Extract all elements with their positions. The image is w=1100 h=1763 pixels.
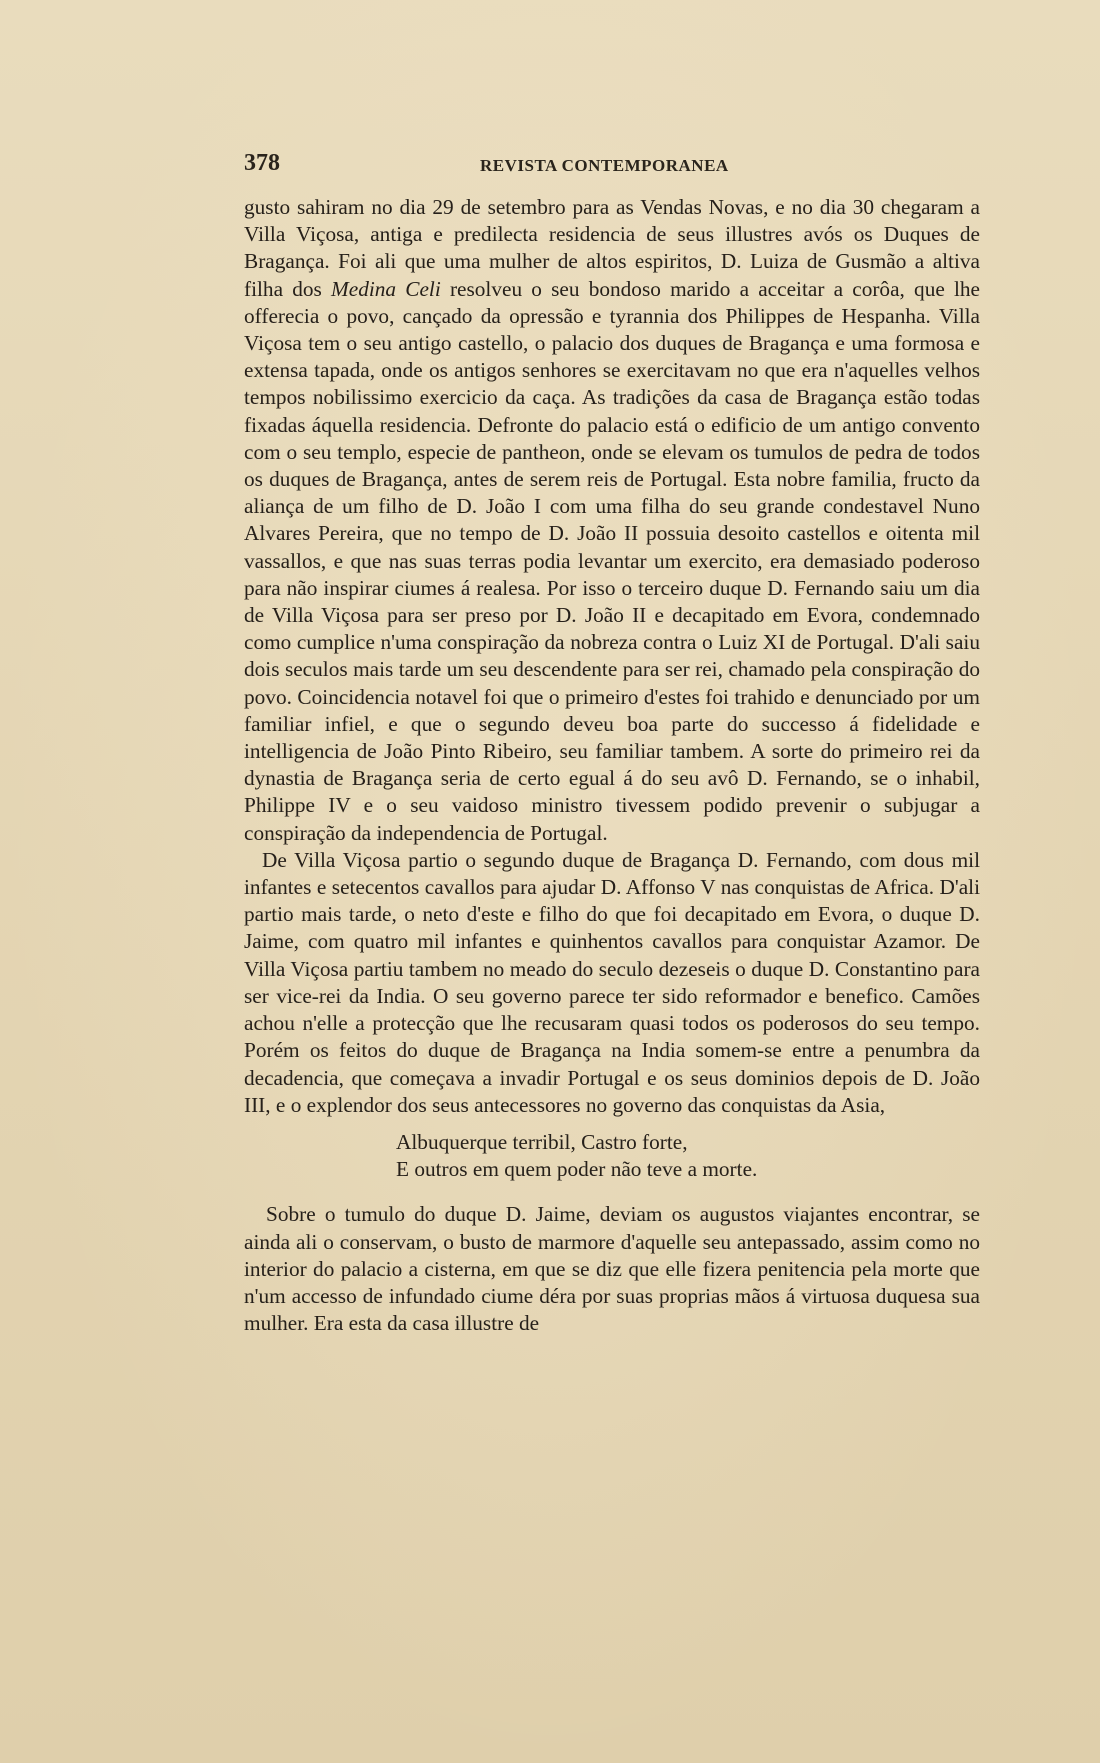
paragraph-3: Sobre o tumulo do duque D. Jaime, deviam os augustos viajantes encontrar, se ainda ali o conservam, o busto de marmore d'aquelle seu antepassado, assim como no interior do palacio a cisterna, em que se diz que elle fizera penitencia pela morte que n'um accesso de infundado ciume déra por suas proprias mãos á virtuosa duquesa sua mulher. Era esta da casa illustre de [244,1202,980,1336]
verse-line-1: Albuquerque terribil, Castro forte, [396,1129,688,1154]
italic-phrase: Medina Celi [331,276,441,301]
paragraph-1 [244,194,980,847]
page-header [244,150,984,180]
running-title: REVISTA CONTEMPORANEA [480,156,729,175]
paragraph-1-part-1: gusto sahiram no dia 29 de setembro para as Vendas Novas, e no dia 30 chegaram a Villa Viçosa, antiga e predilecta residencia de seus illustres avós os Duques de Bragança. Foi ali que uma mulher de altos espiritos, D. Luiza de Gusmão a altiva filha dos [244,195,980,301]
verse-line-2: E outros em quem poder não teve a morte. [396,1157,758,1182]
page-number: 378 [244,150,280,176]
verse-quote [244,1129,980,1183]
article-body [244,194,980,1337]
paragraph-2: De Villa Viçosa partio o segundo duque de Bragança D. Fernando, com dous mil infantes e setecentos cavallos para ajudar D. Affonso V nas conquistas de Africa. D'ali partio mais tarde, o neto d'este e filho do que foi decapitado em Evora, o duque D. Jaime, com quatro mil infantes e quinhentos cavallos para conquistar Azamor. De Villa Viçosa partiu tambem no meado do seculo dezeseis o duque D. Constantino para ser vice-rei da India. O seu governo parece ter sido reformador e benefico. Camões achou n'elle a protecção que lhe recusaram quasi todos os poderosos do seu tempo. Porém os feitos do duque de Bragança na India somem-se entre a penumbra da decadencia, que começava a invadir Portugal e os seus dominios depois de D. João III, e o explendor dos seus antecessores no governo das conquistas da Asia, [244,847,980,1117]
paragraph-1-part-2: resolveu o seu bondoso marido a acceitar a corôa, que lhe offerecia o povo, cançado da opressão e tyrannia dos Philippes de Hespanha. Villa Viçosa tem o seu antigo castello, o palacio dos duques de Bragança e uma formosa e extensa tapada, onde os antigos senhores se exercitavam no que era n'aquelles velhos tempos nobilissimo exercicio da caça. As tradições da casa de Bragança estão todas fixadas áquella residencia. Defronte do palacio está o edificio de um antigo convento com o seu templo, especie de pantheon, onde se elevam os tumulos de pedra de todos os duques de Bragança, antes de serem reis de Portugal. Esta nobre familia, fructo da aliança de um filho de D. João I com uma filha do seu grande condestavel Nuno Alvares Pereira, que no tempo de D. João II possuia desoito castellos e oitenta mil vassallos, e que nas suas terras podia levantar um exercito, era demasiado poderoso para não inspirar ciumes á realesa. Por isso o terceiro duque D. Fernando saiu um dia de Villa Viçosa para ser preso por D. João II e decapitado em Evora, condemnado como cumplice n'uma conspiração da nobreza contra o Luiz XI de Portugal. D'ali saiu dois seculos mais tarde um seu descendente para ser rei, chamado pela conspiração do povo. Coincidencia notavel foi que o primeiro d'estes foi trahido e denunciado por um familiar infiel, e que o segundo deveu boa parte do successo á fidelidade e intelligencia de João Pinto Ribeiro, seu familiar tambem. A sorte do primeiro rei da dynastia de Bragança seria de certo egual á do seu avô D. Fernando, se o inhabil, Philippe IV e o seu vaidoso ministro tivessem podido prevenir o subjugar a conspiração da independencia de Portugal. [244,276,981,845]
